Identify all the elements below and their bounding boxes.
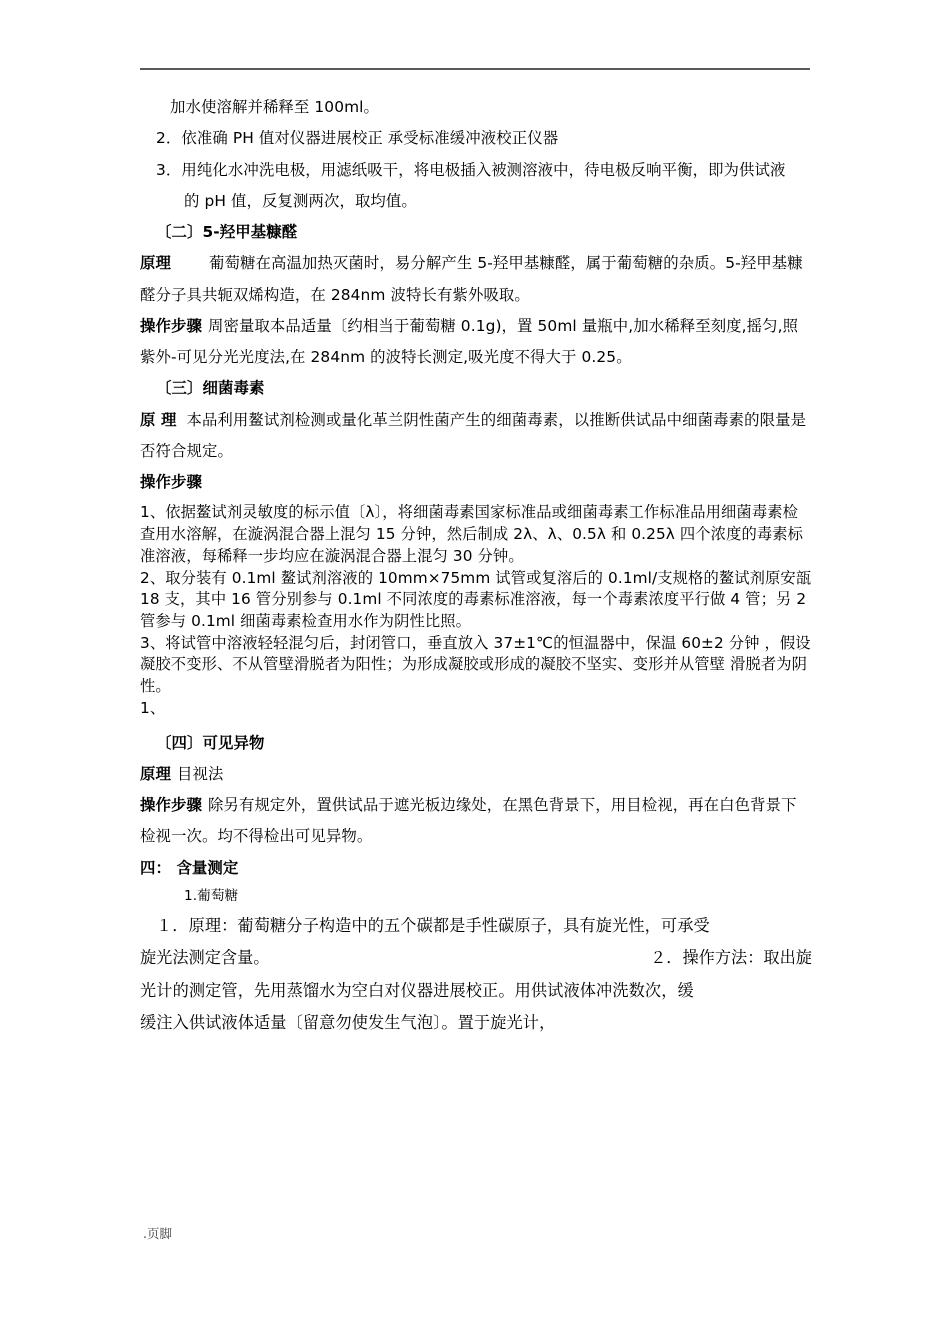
- heading-section-three: 〔三〕细菌毒素: [156, 379, 265, 398]
- text-steps-four: 除另有规定外，置供试品于遮光板边缘处，在黑色背景下，用目检视，再在白色背景下检视一次。均不得检出可见异物。: [140, 796, 797, 846]
- paragraph-step-2-calibration: 2．依准确 PH 值对仪器进展校正 承受标准缓冲液校正仪器: [156, 129, 559, 148]
- page-footer: .页脚: [143, 1226, 172, 1241]
- heading-assay: 四： 含量测定: [140, 858, 239, 877]
- paragraph-section-three-principle: [140, 405, 812, 468]
- list-item-toxin-3: 3、将试管中溶液轻轻混匀后，封闭管口，垂直放入 37±1℃的恒温器中，保温 60±2 分钟 ，假设凝胶不变形、不从管壁滑脱者为阳性；为形成凝胶或形成的凝胶不坚实、变形并从管壁 滑脱者为阴性。: [140, 633, 811, 696]
- document-content: [140, 92, 812, 1039]
- text-principle-three: 本品利用鳌试剂检测或量化革兰阴性菌产生的细菌毒素，以推断供试品中细菌毒素的限量是否符合规定。: [140, 410, 807, 460]
- label-principle-two: 原理: [140, 254, 171, 273]
- paragraph-step-3-electrode: 3．用纯化水冲洗电极，用滤纸吸干，将电极插入被测溶液中，待电极反响平衡，即为供试液: [156, 160, 786, 179]
- paragraph-assay-body-3: 缓注入供试液体适量〔留意勿使发生气泡〕。置于旋光计，: [140, 1013, 556, 1033]
- paragraph-section-two-steps: [140, 311, 812, 374]
- paragraph-section-four-principle: [140, 759, 812, 790]
- heading-section-two: 〔二〕5-羟甲基糠醛: [156, 223, 298, 242]
- list-item-toxin-2: 2、取分装有 0.1ml 鳌试剂溶液的 10mm×75mm 试管或复溶后的 0.1ml/支规格的鳌试剂原安瓿 18 支，其中 16 管分别参与 0.1ml 不同浓度的毒素标准溶液，每一个毒素浓度平行做 4 管；另 2 管参与 0.1ml 细菌毒素检查用水作为阴性比照。: [140, 568, 812, 631]
- paragraph-dissolve-dilute: 加水使溶解并稀释至 100ml。: [170, 98, 380, 116]
- paragraph-assay-body-2: 光计的测定管，先用蒸馏水为空白对仪器进展校正。用供试液体冲洗数次，缓: [140, 980, 694, 1000]
- heading-section-four: 〔四〕可见异物: [156, 733, 265, 752]
- list-item-toxin-4: 1、: [140, 698, 166, 717]
- label-steps-four: 操作步骤: [140, 796, 202, 815]
- label-principle-three: 原 理: [140, 410, 177, 429]
- paragraph-section-four-steps: [140, 790, 812, 853]
- text-principle-two: 葡萄糖在高温加热灭菌时，易分解产生 5-羟甲基糠醛，属于葡萄糖的杂质。5-羟甲基糠醛分子具共轭双烯构造，在 284nm 波特长有紫外吸取。: [140, 254, 803, 304]
- label-steps-two: 操作步骤: [140, 316, 202, 335]
- paragraph-section-two-principle: [140, 248, 812, 311]
- spacer: [140, 720, 812, 728]
- paragraph-assay-split-line: [140, 942, 812, 974]
- label-steps-three: 操作步骤: [140, 473, 202, 492]
- text-principle-four: 目视法: [176, 764, 224, 783]
- list-item-toxin-1: 1、依据鳌试剂灵敏度的标示值〔λ〕，将细菌毒素国家标准品或细菌毒素工作标准品用细菌毒素检查用水溶解，在漩涡混合器上混匀 15 分钟，然后制成 2λ、λ、0.5λ 和 0.25λ 四个浓度的毒素标准溶液，每稀释一步均应在漩涡混合器上混匀 30 分钟。: [140, 503, 804, 565]
- header-divider: [140, 68, 810, 70]
- paragraph-step-3-continued: 的 pH 值，反复测两次，取均值。: [184, 191, 417, 210]
- assay-split-left: 旋光法测定含量。: [140, 948, 270, 968]
- assay-split-right: ２．操作方法：取出旋: [650, 948, 812, 968]
- label-principle-four: 原理: [140, 764, 171, 783]
- assay-item-glucose: 1.葡萄糖: [184, 887, 239, 904]
- paragraph-assay-principle: １．原理：葡萄糖分子构造中的五个碳都是手性碳原子，具有旋光性，可承受: [156, 915, 710, 935]
- text-steps-two: 周密量取本品适量〔约相当于葡萄糖 0.1g)，置 50ml 量瓶中,加水稀释至刻度,摇匀,照紫外-可见分光光度法,在 284nm 的波特长测定,吸光度不得大于 0.25。: [140, 316, 799, 367]
